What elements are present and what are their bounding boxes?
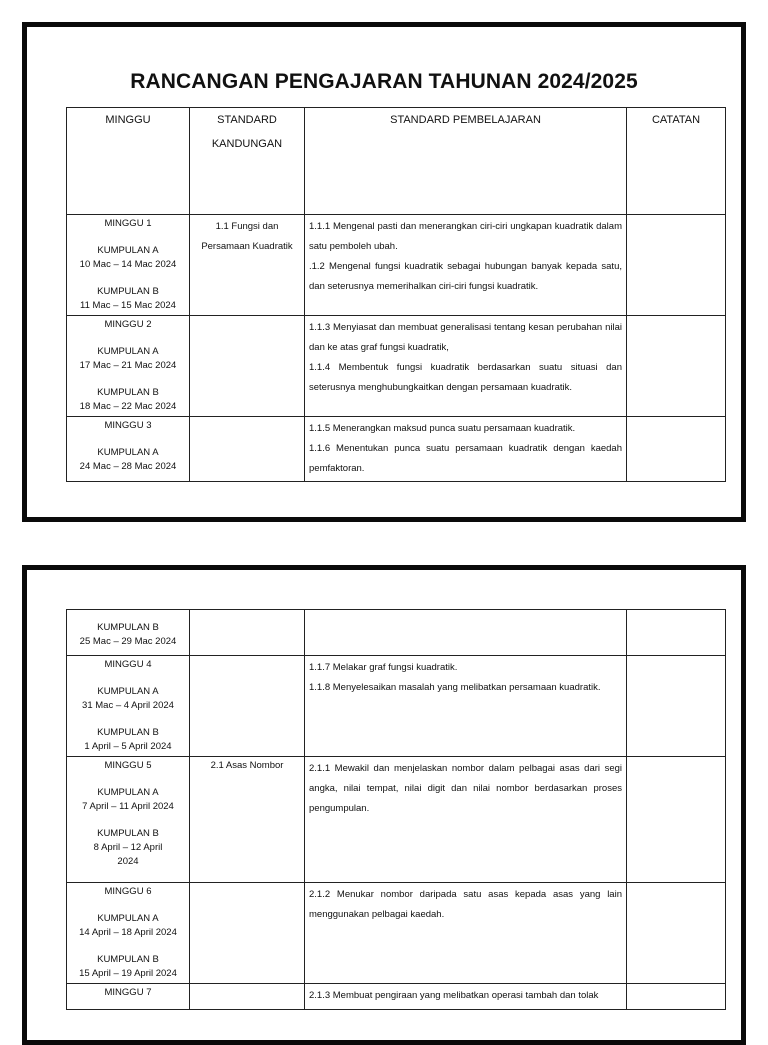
group-b-label: KUMPULAN B [97,954,159,965]
header-standard-kandungan-line1: STANDARD [217,114,277,126]
notes-cell [627,215,726,316]
document-page-2 [22,565,746,1045]
learning-standard-cell [305,316,627,417]
week-cell [67,984,190,1010]
week-cell [67,656,190,757]
header-standard-kandungan-line2: KANDUNGAN [211,138,283,150]
group-b-label: KUMPULAN B [97,622,159,633]
week-label: MINGGU 7 [104,987,152,998]
table-row [67,984,726,1010]
table-header-row [67,108,726,215]
content-standard-cell [190,883,305,984]
learning-standard-cell [305,215,627,316]
content-standard-cell [190,757,305,883]
notes-cell [627,316,726,417]
week-cell [67,757,190,883]
table-row [67,215,726,316]
group-b-dates-year: 2024 [117,856,139,867]
notes-cell [627,417,726,482]
learning-standard-item: 1.1.8 Menyelesaikan masalah yang melibatkan persamaan kuadratik. [309,682,601,693]
notes-cell [627,883,726,984]
group-b-dates: 8 April – 12 April [93,842,163,853]
learning-standard-cell [305,417,627,482]
group-b-dates: 1 April – 5 April 2024 [84,741,172,752]
content-standard-line2: Persamaan Kuadratik [201,241,293,252]
notes-cell [627,757,726,883]
learning-standard-cell [305,656,627,757]
learning-standard-item: 1.1.3 Menyiasat dan membuat generalisasi tentang kesan perubahan nilai dan ke atas graf fungsi kuadratik, [309,322,622,353]
learning-standard-item: 1.1.5 Menerangkan maksud punca suatu persamaan kuadratik. [309,423,576,434]
week-cell [67,883,190,984]
content-standard-cell [190,984,305,1010]
content-standard-line1: 1.1 Fungsi dan [215,221,279,232]
group-b-label: KUMPULAN B [97,286,159,297]
learning-standard-item: 1.1.7 Melakar graf fungsi kuadratik. [309,662,458,673]
table-row [67,610,726,656]
group-a-label: KUMPULAN A [97,787,159,798]
group-a-dates: 7 April – 11 April 2024 [82,801,174,812]
group-b-dates: 11 Mac – 15 Mac 2024 [80,300,176,311]
group-a-dates: 17 Mac – 21 Mac 2024 [79,360,177,371]
learning-standard-item: 1.1.4 Membentuk fungsi kuadratik berdasarkan suatu situasi dan seterusnya menghubungkaitkan dengan persamaan kuadratik. [309,362,622,393]
table-row [67,316,726,417]
content-standard-cell [190,417,305,482]
content-standard-cell [190,316,305,417]
group-b-label: KUMPULAN B [97,387,159,398]
table-row [67,883,726,984]
learning-standard-cell [305,757,627,883]
group-a-label: KUMPULAN A [97,447,159,458]
header-standard-pembelajaran: STANDARD PEMBELAJARAN [305,108,627,215]
document-title: RANCANGAN PENGAJARAN TAHUNAN 2024/2025 [130,70,638,93]
document-page-1 [22,22,746,522]
group-a-dates: 10 Mac – 14 Mac 2024 [79,259,177,270]
learning-standard-cell [305,883,627,984]
learning-standard-item: 2.1.2 Menukar nombor daripada satu asas kepada asas yang lain menggunakan pelbagai kaedah. [309,889,622,920]
lesson-plan-table-1 [66,107,726,482]
group-a-label: KUMPULAN A [97,346,159,357]
group-a-label: KUMPULAN A [97,245,159,256]
week-label: MINGGU 6 [104,886,152,897]
learning-standard-item: 2.1.3 Membuat pengiraan yang melibatkan operasi tambah dan tolak [309,990,599,1001]
notes-cell [627,610,726,656]
group-a-dates: 31 Mac – 4 April 2024 [82,700,174,711]
week-label: MINGGU 5 [104,760,152,771]
week-cell [67,610,190,656]
learning-standard-cell [305,984,627,1010]
week-cell [67,417,190,482]
group-b-dates: 25 Mac – 29 Mac 2024 [79,636,177,647]
content-standard-line1: 2.1 Asas Nombor [210,760,284,771]
group-a-dates: 24 Mac – 28 Mac 2024 [79,461,177,472]
group-b-label: KUMPULAN B [97,828,159,839]
table-row [67,656,726,757]
learning-standard-item: 1.1.6 Menentukan punca suatu persamaan kuadratik dengan kaedah pemfaktoran. [309,443,622,474]
table-row [67,417,726,482]
week-label: MINGGU 1 [104,218,152,229]
group-b-label: KUMPULAN B [97,727,159,738]
week-cell [67,316,190,417]
group-b-dates: 18 Mac – 22 Mac 2024 [79,401,177,412]
week-cell [67,215,190,316]
week-label: MINGGU 4 [104,659,152,670]
content-standard-cell [190,656,305,757]
group-a-label: KUMPULAN A [97,913,159,924]
content-standard-cell [190,215,305,316]
learning-standard-item: 2.1.1 Mewakil dan menjelaskan nombor dalam pelbagai asas dari segi angka, nilai tempat, nilai digit dan nilai nombor berdasarkan proses pengumpulan. [309,763,622,814]
week-label: MINGGU 3 [104,420,152,431]
header-standard-kandungan [190,108,305,215]
learning-standard-item: 1.1.1 Mengenal pasti dan menerangkan ciri-ciri ungkapan kuadratik dalam satu pemboleh ubah. [309,221,622,252]
week-label: MINGGU 2 [104,319,152,330]
content-standard-cell [190,610,305,656]
lesson-plan-table-2 [66,609,726,1010]
header-catatan: CATATAN [627,108,726,215]
group-a-label: KUMPULAN A [97,686,159,697]
table-row [67,757,726,883]
group-b-dates: 15 April – 19 April 2024 [79,968,177,979]
header-minggu: MINGGU [67,108,190,215]
group-a-dates: 14 April – 18 April 2024 [79,927,177,938]
learning-standard-cell [305,610,627,656]
notes-cell [627,984,726,1010]
notes-cell [627,656,726,757]
learning-standard-item: .1.2 Mengenal fungsi kuadratik sebagai hubungan banyak kepada satu, dan seterusnya memerihalkan ciri-ciri fungsi kuadratik. [309,261,622,292]
